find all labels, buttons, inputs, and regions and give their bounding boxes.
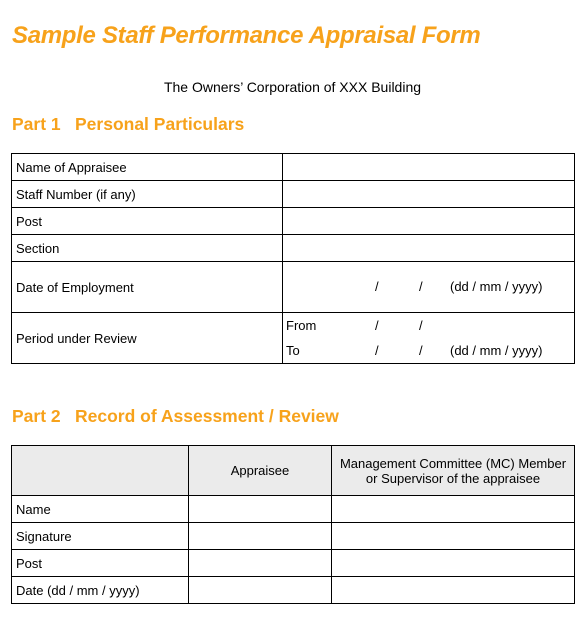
- date-slash: /: [419, 279, 423, 294]
- appraisee-signature-cell[interactable]: [189, 523, 332, 550]
- table-row: [12, 235, 575, 262]
- column-header-mc-member: Management Committee (MC) Member or Supervisor of the appraisee: [332, 446, 575, 496]
- table-row: [12, 550, 575, 577]
- mc-signature-cell[interactable]: [332, 523, 575, 550]
- field-label-post: Post: [12, 208, 283, 235]
- table-row: [12, 496, 575, 523]
- part2-title: Record of Assessment / Review: [75, 406, 339, 426]
- part2-heading: [12, 406, 339, 427]
- period-under-review-field[interactable]: [283, 313, 575, 364]
- appraisee-name-cell[interactable]: [189, 496, 332, 523]
- date-slash: /: [375, 279, 379, 294]
- field-label-section: Section: [12, 235, 283, 262]
- row-label-date: Date (dd / mm / yyyy): [12, 577, 189, 604]
- date-slash: /: [375, 343, 379, 358]
- table-row: [12, 313, 575, 364]
- post-field[interactable]: [283, 208, 575, 235]
- date-slash: /: [419, 318, 423, 333]
- row-label-post: Post: [12, 550, 189, 577]
- assessment-record-table: [11, 445, 575, 604]
- table-row: [12, 577, 575, 604]
- part1-title: Personal Particulars: [75, 114, 245, 134]
- table-row: [12, 262, 575, 313]
- personal-particulars-table: [11, 153, 575, 364]
- table-row: [12, 523, 575, 550]
- part1-number: Part 1: [12, 114, 61, 134]
- date-of-employment-field[interactable]: [283, 262, 575, 313]
- section-field[interactable]: [283, 235, 575, 262]
- field-label-period-under-review: Period under Review: [12, 313, 283, 364]
- staff-number-field[interactable]: [283, 181, 575, 208]
- part1-heading: [12, 114, 244, 135]
- form-title: Sample Staff Performance Appraisal Form: [12, 22, 481, 49]
- date-format-hint: (dd / mm / yyyy): [450, 343, 543, 358]
- table-row: [12, 154, 575, 181]
- appraisee-name-field[interactable]: [283, 154, 575, 181]
- field-label-name: Name of Appraisee: [12, 154, 283, 181]
- from-label: From: [286, 318, 317, 333]
- mc-name-cell[interactable]: [332, 496, 575, 523]
- part2-number: Part 2: [12, 406, 61, 426]
- table-header-row: [12, 446, 575, 496]
- column-header-appraisee: Appraisee: [189, 446, 332, 496]
- row-label-signature: Signature: [12, 523, 189, 550]
- field-label-staff-number: Staff Number (if any): [12, 181, 283, 208]
- header-blank-cell: [12, 446, 189, 496]
- date-slash: /: [419, 343, 423, 358]
- row-label-name: Name: [12, 496, 189, 523]
- mc-date-cell[interactable]: [332, 577, 575, 604]
- appraisee-post-cell[interactable]: [189, 550, 332, 577]
- date-format-hint: (dd / mm / yyyy): [450, 279, 543, 294]
- table-row: [12, 208, 575, 235]
- organisation-subtitle: The Owners’ Corporation of XXX Building: [163, 79, 422, 95]
- appraisee-date-cell[interactable]: [189, 577, 332, 604]
- table-row: [12, 181, 575, 208]
- mc-post-cell[interactable]: [332, 550, 575, 577]
- date-slash: /: [375, 318, 379, 333]
- field-label-date-of-employment: Date of Employment: [12, 262, 283, 313]
- to-label: To: [286, 343, 300, 358]
